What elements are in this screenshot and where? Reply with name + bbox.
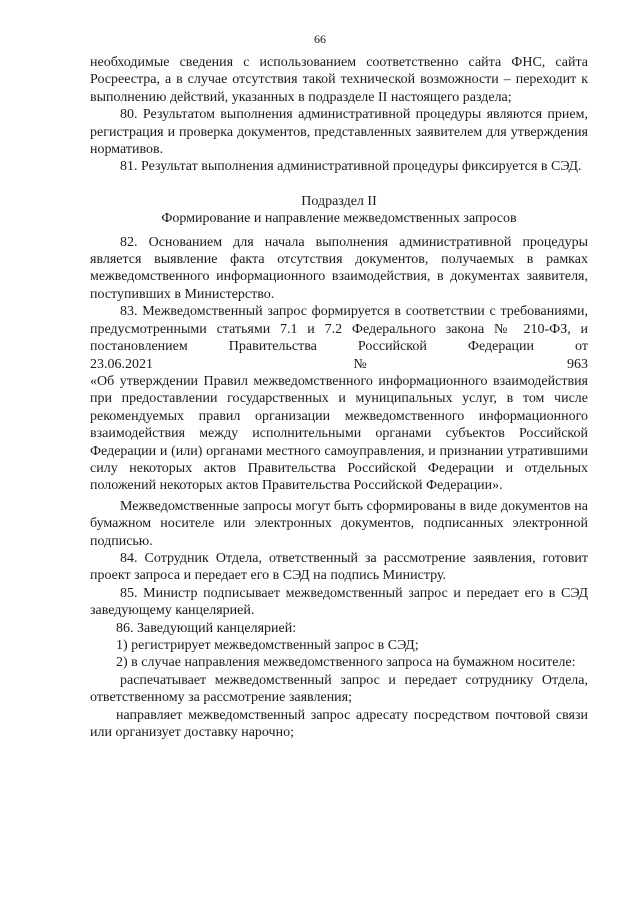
section-title: Формирование и направление межведомственных запросов — [161, 211, 517, 227]
list-item-2-print: распечатывает межведомственный запрос и передает сотруднику Отдела, ответственному за рассмотрение заявления; — [90, 672, 588, 706]
paragraph-84: 84. Сотрудник Отдела, ответственный за рассмотрение заявления, готовит проект запроса и передает его в СЭД на подпись Министру. — [90, 550, 588, 584]
paragraph-83-decree-title: «Об утверждении Правил межведомственного информационного взаимодействия при предоставлении государственных и муниципальных услуг, в том числе рекомендуемых правил организации межведомственного информационного взаимодействия между исполнительными органами субъектов Российской Федерации и (или) органами местного самоуправления, и признании утратившими силу некоторых актов Правительства Российской Федерации и отдельных положений некоторых актов Правительства Российской Федерации». — [90, 373, 588, 494]
paragraph-81: 81. Результат выполнения административной процедуры фиксируется в СЭД. — [120, 159, 582, 175]
list-item-2: 2) в случае направления межведомственного запроса на бумажном носителе: — [116, 655, 576, 671]
paragraph-request-forms: Межведомственные запросы могут быть сформированы в виде документов на бумажном носителе или электронных документов, подписанных электронной подписью. — [90, 498, 588, 549]
list-item-2-send: направляет межведомственный запрос адресату посредством почтовой связи или организует доставку нарочно; — [90, 707, 588, 741]
paragraph-80: 80. Результатом выполнения административной процедуры являются прием, регистрация и проверка документов, представленных заявителем для утверждения нормативов. — [90, 107, 588, 158]
decree-date: 23.06.2021 — [90, 356, 153, 372]
paragraph-82: 82. Основанием для начала выполнения административной процедуры является выявление факта отсутствия документов, получаемых в рамках межведомственного информационного взаимодействия, в документах заявителя, поступивших в Министерство. — [90, 234, 588, 302]
section-heading: Подраздел II — [301, 193, 377, 209]
paragraph-86: 86. Заведующий канцелярией: — [116, 620, 297, 636]
list-item-1: 1) регистрирует межведомственный запрос в СЭД; — [116, 638, 419, 653]
paragraph-85: 85. Министр подписывает межведомственный запрос и передает его в СЭД заведующему канцелярией. — [90, 585, 588, 619]
decree-number-sign: № — [353, 356, 367, 372]
decree-number: 963 — [566, 356, 588, 372]
paragraph-continuation: необходимые сведения с использованием соответственно сайта ФНС, сайта Росреестра, а в случае отсутствия такой технической возможности – переходит к выполнению действий, указанных в подразделе II настоящего раздела; — [90, 55, 588, 105]
page-number: 66 — [314, 32, 326, 46]
paragraph-83-intro: 83. Межведомственный запрос формируется в соответствии с требованиями, предусмотренными статьями 7.1 и 7.2 Федерального закона № 210-ФЗ, и постановлением Правительства Российской Федерации от — [90, 304, 588, 355]
paragraph-83-date-line — [90, 356, 588, 373]
document-body — [90, 54, 588, 741]
